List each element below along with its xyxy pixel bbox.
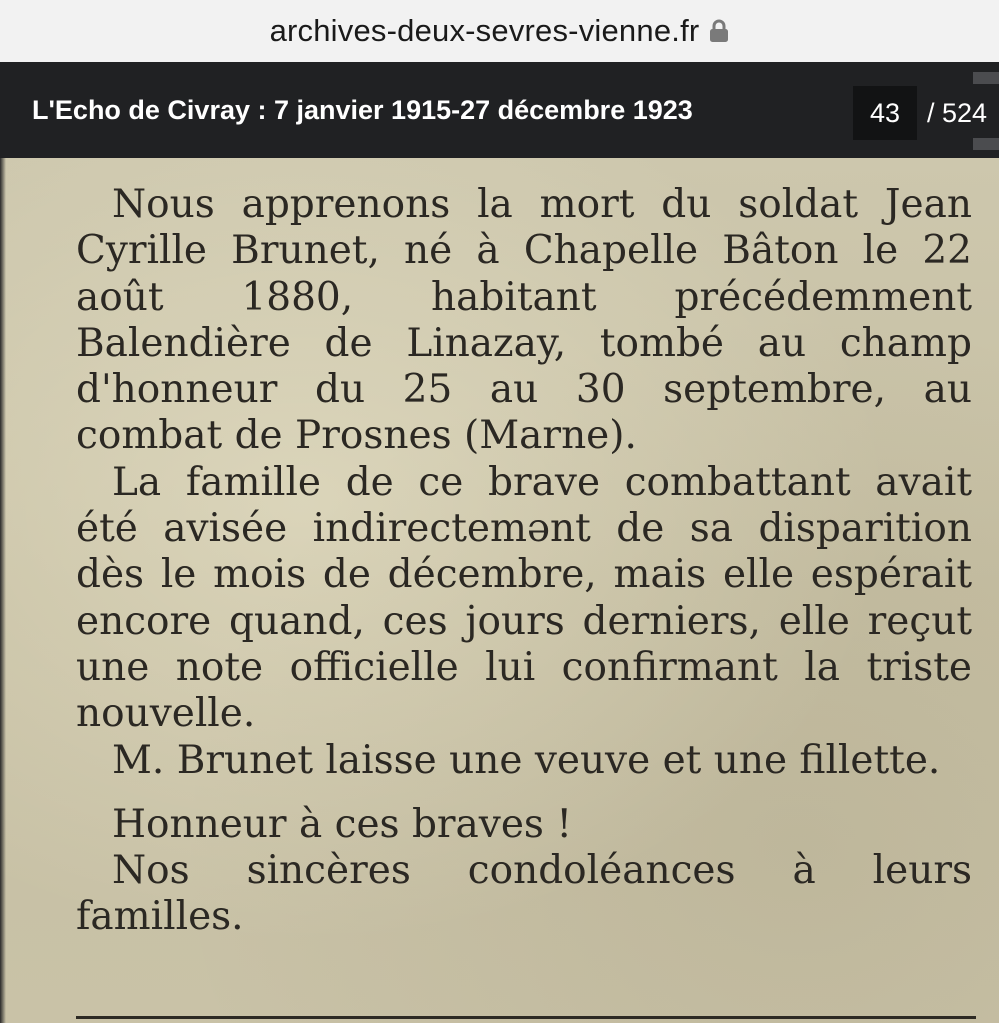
page-total: / 524 (927, 97, 988, 128)
url-text[interactable]: archives-deux-sevres-vienne.fr (269, 13, 700, 48)
document-viewer-toolbar (0, 62, 999, 158)
article-paragraph: M. Brunet laisse une veuve et une fillette. (112, 737, 941, 783)
article-text (76, 182, 972, 941)
scrollbar-handle-top[interactable] (973, 72, 999, 84)
address-bar[interactable] (0, 0, 999, 62)
lock-icon (709, 19, 729, 43)
article-paragraph: Nos sincères condoléances à leurs familles. (76, 848, 972, 940)
document-title: L'Echo de Civray : 7 janvier 1915-27 décembre 1923 (32, 94, 693, 125)
article-paragraph: Honneur à ces braves ! (112, 801, 573, 847)
page-number-input[interactable]: 43 (853, 86, 917, 140)
article-paragraph: La famille de ce brave combattant avait été avisée indirectemənt de sa disparition dès le mois de décembre, mais elle espérait encore quand, ces jours derniers, elle reçut une note officielle lui confirmant la triste nouvelle. (76, 459, 972, 737)
article-paragraph: Nous apprenons la mort du soldat Jean Cyrille Brunet, né à Chapelle Bâton le 22 août 1880, habitant précédemment Balendière de Linazay, tombé au champ d'honneur du 25 au 30 septembre, au combat de Prosnes (Marne). (76, 182, 972, 459)
page-edge-shadow (0, 158, 6, 1023)
column-divider-rule (76, 1016, 976, 1019)
newspaper-page-scan[interactable] (0, 158, 999, 1023)
scrollbar-handle-bottom[interactable] (973, 138, 999, 150)
